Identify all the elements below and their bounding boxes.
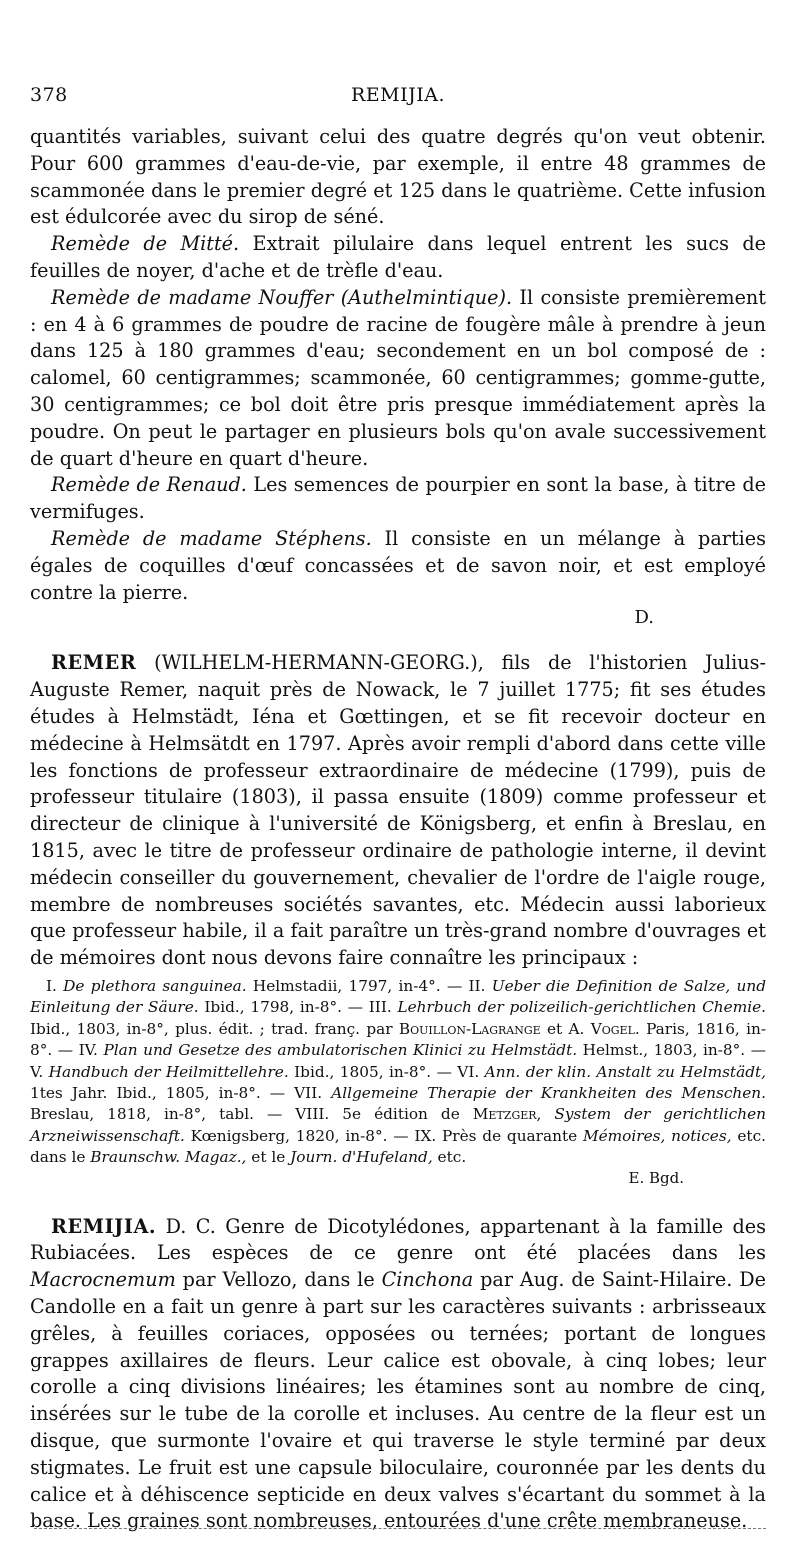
work-title: De plethora sanguinea. — [63, 976, 247, 995]
entry-text: Les semences de pourpier en sont la base, à titre de vermifuges. — [30, 473, 767, 524]
footer-rule — [34, 1528, 766, 1529]
paragraph-continuation: quantités variables, suivant celui des quatre degrés qu'on veut obtenir. Pour 600 grammes d'eau-de-vie, par exemple, il entre 48 grammes de scammonée dans le premier degré et 125 dans le quatrième. Cette infusion est édulcorée avec du sirop de séné. — [30, 125, 766, 229]
work-title: Handbuch der Heilmittellehre. — [48, 1062, 289, 1081]
work-detail: Kœnigsberg, 1820, in-8°. — IX. Près de quarante — [184, 1126, 583, 1145]
work-title: Ann. der klin. Anstalt zu Helmstädt, — [484, 1062, 766, 1081]
entry-title: Remède de Mitté. — [51, 232, 240, 256]
work-detail: etc. dans le — [30, 1126, 766, 1167]
entry-text: Extrait pilulaire dans lequel entrent les sucs de feuilles de noyer, d'ache et de trèfle d'eau. — [30, 232, 767, 282]
person-name: A. Vogel — [568, 1019, 635, 1038]
page-number: 378 — [30, 84, 68, 106]
entry-text: par Aug. de Saint-Hilaire. De Candolle en a fait un genre à part sur les caractères suivants : arbrisseaux grêles, à feuilles coriaces, opposées ou ternées; portant de longues grappes axillaires de fleurs. Leur calice est obovale, à cinq lobes; leur corolle a cinq divisions linéaires; les étamines sont au nombre de cinq, insérées sur le tube de la corolle et incluses. Au centre de la fleur est un disque, que surmonte l'ovaire et qui traverse le style terminé par deux stigmates. Le fruit est une capsule biloculaire, couronnée par les dents du calice et à déhiscence septicide en deux valves s'écartant du sommet à la base. Les graines sont nombreuses, entourées d'une crête membraneuse. — [30, 1268, 766, 1533]
work-detail: etc. — [432, 1148, 467, 1167]
entry-remede-stephens — [30, 526, 766, 606]
entry-remede-mitte — [30, 231, 766, 285]
work-detail: et — [540, 1019, 569, 1038]
headword: REMER — [51, 651, 137, 675]
work-title: Mémoires, notices, — [582, 1126, 732, 1145]
running-title: REMIJIA. — [350, 84, 446, 106]
work-title: Plan und Gesetze des ambulatorischen Klinici zu Helmstädt. — [103, 1041, 578, 1060]
entry-remer: REMER (WILHELM-HERMANN-GEORG.), fils de l'historien Julius-Auguste Remer, naquit près de Nowack, le 7 juillet 1775; fit ses études études à Helmstädt, Iéna et Gœttingen, et se fit recevoir docteur en médecine à Helmsätdt en 1797. Après avoir rempli d'abord dans cette ville les fonctions de professeur extraordinaire de médecine (1799), puis de professeur titulaire (1803), il passa ensuite (1809) comme professeur et directeur de clinique à l'université de Königsberg, et enfin à Breslau, en 1815, avec le titre de professeur ordinaire de pathologie interne, il devint médecin conseiller du gouvernement, chevalier de l'ordre de l'aigle rouge, membre de nombreuses sociétés savantes, etc. Médecin aussi laborieux que professeur habile, il a fait paraître un très-grand nombre d'ouvrages et de mémoires dont nous devons faire connaître les principaux : — [30, 651, 766, 970]
entry-title: Remède de madame Stéphens. — [51, 526, 372, 550]
given-names: WILHELM-HERMANN-GEORG. — [161, 651, 471, 675]
entry-remede-renaud — [30, 472, 766, 526]
entry-title: Remède de madame Nouffer (Authelmintique). — [51, 285, 513, 309]
work-title: Ueber die Definition de Salze, und Einleitung der Säure. — [30, 976, 766, 1017]
entry-remede-nouffer — [30, 285, 766, 473]
person-name: Metzger — [472, 1105, 537, 1124]
work-title: Lehrbuch der polizeilich-gerichtlichen Chemie. — [397, 998, 767, 1017]
work-title: Journ. d'Hufeland, — [290, 1148, 433, 1167]
author-signature: E. Bgd. — [628, 1168, 684, 1187]
entry-text: D. C. Genre de Dicotylédones, appartenant à la famille des Rubiacées. Les espèces de ce genre ont été placées dans les — [30, 1214, 766, 1265]
work-detail: Helmstadii, 1797, in-4°. — II. — [246, 976, 492, 995]
work-detail: . Paris, 1816, in-8°. — IV. — [30, 1019, 767, 1060]
genus-name: Macrocnemum — [30, 1268, 176, 1292]
work-detail: Ibid., 1805, in-8°. — VI. — [288, 1062, 485, 1081]
page-header — [30, 84, 766, 106]
works-list — [30, 976, 766, 1169]
entry-remijia — [30, 1214, 766, 1536]
work-title: Braunschw. Magaz., — [90, 1148, 247, 1167]
headword: REMIJIA. — [51, 1214, 157, 1238]
work-title: Allgemeine Therapie der Krankheiten des Menschen. — [331, 1083, 767, 1102]
work-detail: Helmst., 1803, in-8°. — V. — [30, 1041, 766, 1081]
entry-text: Il consiste premièrement : en 4 à 6 grammes de poudre de racine de fougère mâle à prendre à jeun dans 125 à 180 grammes d'eau; secondement en un bol composé de : calomel, 60 centigrammes; scammonée, 60 centigrammes; gomme-gutte, 30 centigrammes; ce bol doit être pris presque immédiatement après la poudre. On peut le partager en plusieurs bols qu'on avale successivement de quart d'heure en quart d'heure. — [30, 285, 766, 470]
entry-title: Remède de Renaud. — [51, 473, 247, 497]
entry-text: ), fils de l'historien Julius-Auguste Remer, naquit près de Nowack, le 7 juillet 1775; fit ses études études à Helmstädt, Iéna et Gœttingen, et se fit recevoir docteur en médecine à Helmsätdt en 1797. Après avoir rempli d'abord dans cette ville les fonctions de professeur extraordinaire de médecine (1799), puis de professeur titulaire (1803), il passa ensuite (1809) comme professeur et directeur de clinique à l'université de Königsberg, et enfin à Breslau, en 1815, avec le titre de professeur ordinaire de pathologie interne, il devint médecin conseiller du gouvernement, chevalier de l'ordre de l'aigle rouge, membre de nombreuses sociétés savantes, etc. Médecin aussi laborieux que professeur habile, il a fait paraître un très-grand nombre d'ouvrages et de mémoires dont nous devons faire connaître les principaux : — [30, 651, 766, 970]
work-detail: et le — [246, 1148, 291, 1167]
entry-text: Il consiste en un mélange à parties égales de coquilles d'œuf concassées et de savon noir, et est employé contre la pierre. — [30, 526, 766, 604]
person-name: Bouillon-Lagrange — [398, 1019, 541, 1038]
work-detail: Ibid., 1803, in-8°, plus. édit. ; trad. franç. par — [30, 1019, 399, 1038]
work-detail: Breslau, 1818, in-8°, tabl. — VIII. 5e édition de — [30, 1105, 473, 1124]
page-body — [30, 124, 766, 1535]
work-number: I. — [46, 976, 64, 995]
work-detail: , — [536, 1105, 555, 1124]
work-detail: Ibid., 1798, in-8°. — III. — [198, 998, 398, 1017]
author-signature: D. — [634, 607, 654, 629]
genus-name: Cinchona — [381, 1268, 474, 1292]
entry-text: par Vellozo, dans le — [175, 1268, 382, 1292]
work-detail: 1tes Jahr. Ibid., 1805, in-8°. — VII. — [30, 1083, 332, 1102]
work-title: System der gerichtlichen Arzneiwissenschaft. — [30, 1105, 766, 1145]
